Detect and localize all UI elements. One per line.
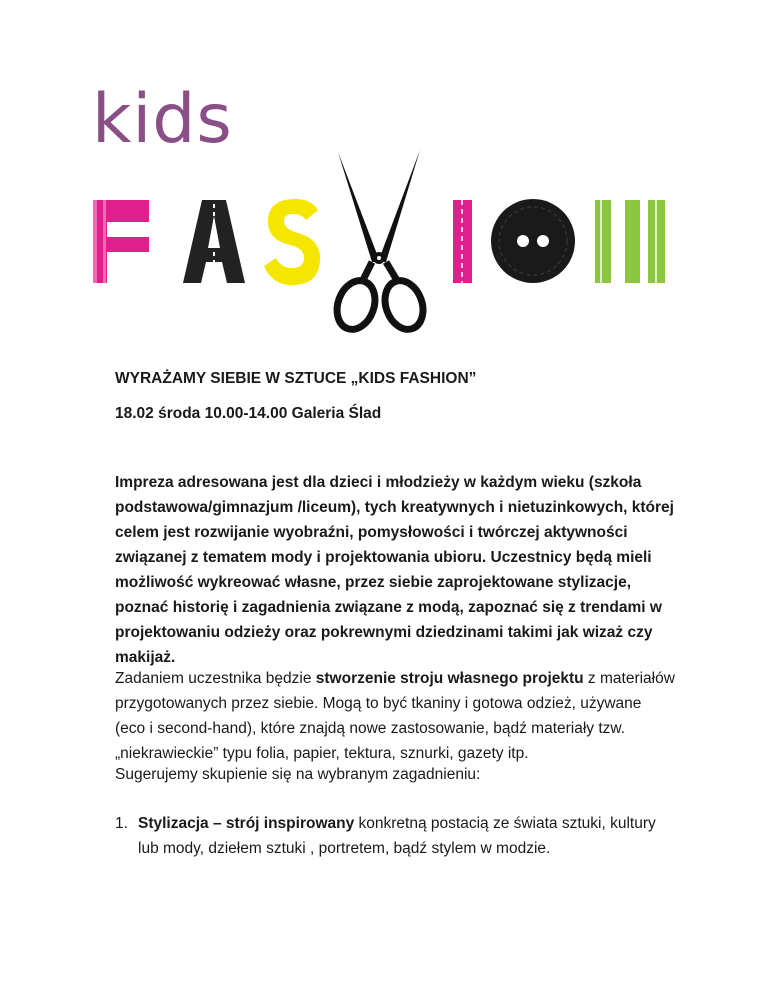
logo-letter-o-button-icon	[491, 199, 575, 283]
task-text-after: z materiałów przygotowanych przez siebie. Mogą to być tkaniny i gotowa odzież, używane (eco i second-hand), które znajdą nowe zastosowanie, bądź materiały tzw. „niekrawieckie” typu folia, papier, tektura, sznurki, gazety itp.	[115, 670, 675, 762]
logo-letter-a	[183, 200, 245, 283]
logo-letter-s	[264, 199, 320, 285]
logo-fashion-graphic	[0, 0, 768, 345]
task-paragraph	[115, 666, 675, 766]
event-date: 18.02 środa 10.00-14.00 Galeria Ślad	[115, 405, 382, 422]
logo-kids-text: kids	[92, 80, 233, 159]
list-item-rest: konkretną postacią ze świata sztuki, kultury lub mody, dziełem sztuki , portretem, bądź stylem w modzie.	[138, 815, 656, 857]
kids-fashion-logo	[0, 0, 768, 345]
task-text-bold: stworzenie stroju własnego projektu	[315, 670, 584, 687]
logo-letter-i	[453, 200, 472, 283]
logo-letter-f	[93, 200, 149, 283]
event-heading: WYRAŻAMY SIEBIE W SZTUCE „KIDS FASHION”	[115, 370, 477, 387]
list-item-bold: Stylizacja – strój inspirowany	[138, 815, 355, 832]
logo-letter-n	[595, 200, 665, 283]
logo-scissors	[331, 150, 430, 335]
list-item-body	[138, 811, 675, 861]
intro-paragraph: Impreza adresowana jest dla dzieci i młodzieży w każdym wieku (szkoła podstawowa/gimnazjum /liceum), tych kreatywnych i nietuzinkowych, której celem jest rozwijanie wyobraźni, pomysłowości i twórczej aktywności związanej z tematem mody i projektowania ubioru. Uczestnicy będą mieli możliwość wykreować własne, przez siebie zaprojektowane stylizacje, poznać historię i zagadnienia związane z modą, zapoznać się z trendami w projektowaniu odzieży oraz pokrewnymi dziedzinami takimi jak wizaż czy makijaż.	[115, 474, 674, 666]
suggest-paragraph: Sugerujemy skupienie się na wybranym zagadnieniu:	[115, 766, 481, 783]
task-text-before: Zadaniem uczestnika będzie	[115, 670, 316, 687]
list-item-number: 1.	[115, 815, 128, 832]
